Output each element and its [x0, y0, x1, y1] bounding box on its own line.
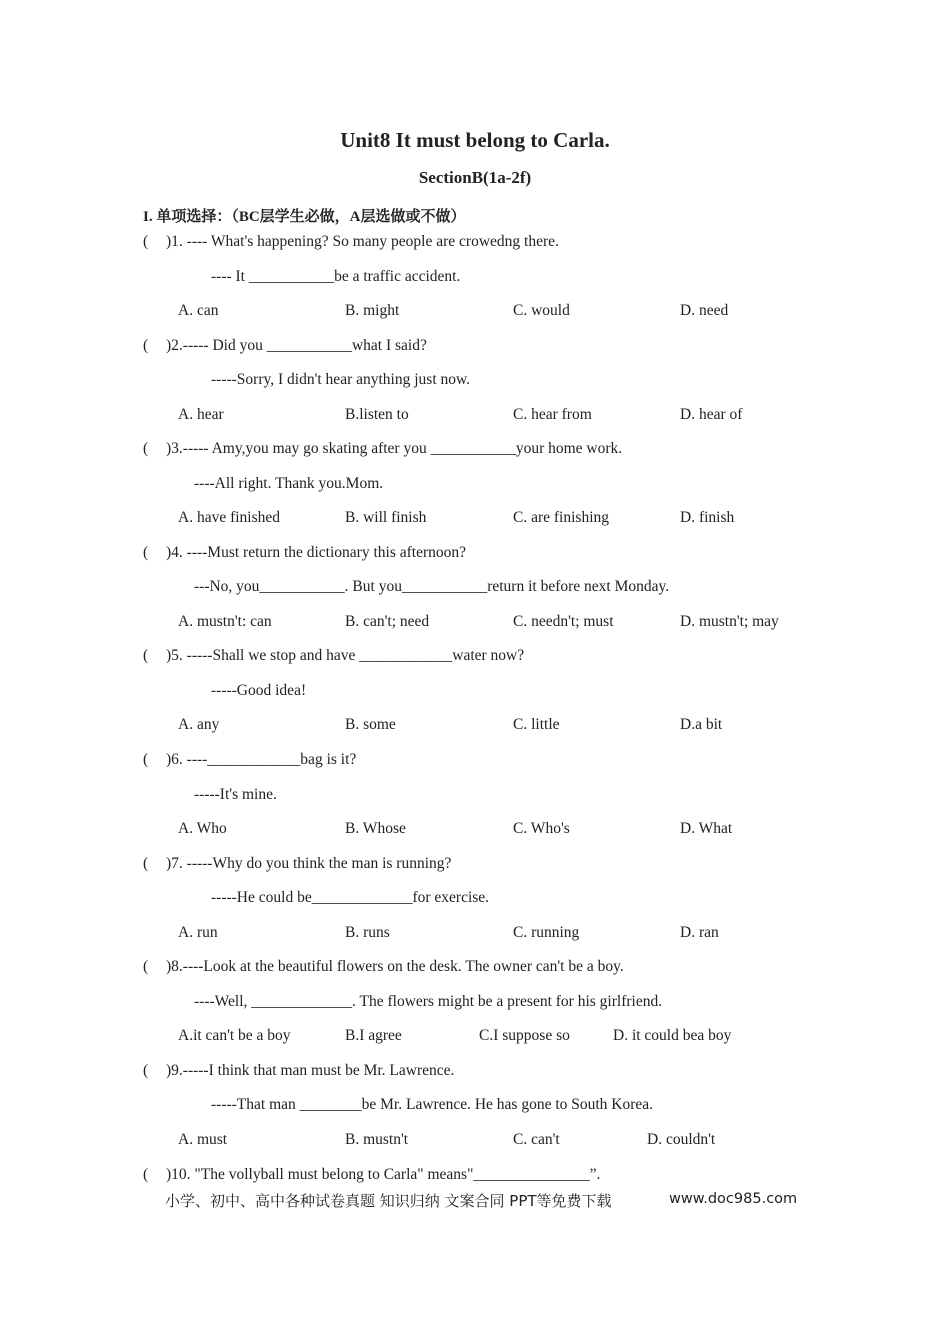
option-d: D. couldn't — [647, 1131, 716, 1148]
question-text: )7. -----Why do you think the man is running? — [166, 855, 452, 872]
question-dialogue: ----Well, _____________. The flowers might be a present for his girlfriend. — [194, 993, 663, 1010]
option-a: A. hear — [178, 406, 224, 423]
option-b: B. some — [345, 716, 396, 733]
option-d: D. hear of — [680, 406, 743, 423]
option-a: A.it can't be a boy — [178, 1027, 291, 1044]
question-text: )9.-----I think that man must be Mr. Lawrence. — [166, 1062, 455, 1079]
question-text: )3.----- Amy,you may go skating after you ___________your home work. — [166, 440, 623, 457]
option-a: A. can — [178, 302, 219, 319]
question-dialogue: -----Sorry, I didn't hear anything just now. — [211, 371, 471, 388]
option-c: C. are finishing — [513, 509, 609, 526]
option-d: D. finish — [680, 509, 735, 526]
option-d: D.a bit — [680, 716, 723, 733]
answer-paren: ( — [143, 233, 149, 250]
option-a: A. Who — [178, 820, 227, 837]
question-text: )10. "The vollyball must belong to Carla" means"_______________”. — [166, 1166, 601, 1183]
option-c: C. little — [513, 716, 560, 733]
question-text: )6. ----____________bag is it? — [166, 751, 357, 768]
option-b: B. might — [345, 302, 400, 319]
question-text: )8.----Look at the beautiful flowers on the desk. The owner can't be a boy. — [166, 958, 624, 975]
page-title: Unit8 It must belong to Carla. — [340, 128, 610, 152]
answer-paren: ( — [143, 1062, 149, 1079]
question-text: )2.----- Did you ___________what I said? — [166, 337, 427, 354]
footer-url[interactable]: www.doc985.com — [669, 1191, 798, 1207]
option-c: C. running — [513, 924, 580, 941]
option-b: B.listen to — [345, 406, 409, 423]
option-a: A. any — [178, 716, 220, 733]
section-heading: I. 单项选择：（BC层学生必做，A层选做或不做） — [143, 209, 466, 225]
question-dialogue: ---No, you___________. But you___________return it before next Monday. — [194, 578, 670, 595]
option-b: B. runs — [345, 924, 390, 941]
option-b: B. will finish — [345, 509, 427, 526]
option-b: B.I agree — [345, 1027, 402, 1044]
option-c: C. can't — [513, 1131, 560, 1148]
option-c: C. hear from — [513, 406, 592, 423]
option-b: B. Whose — [345, 820, 406, 837]
option-d: D. need — [680, 302, 729, 319]
option-c: C. would — [513, 302, 570, 319]
section-subtitle: SectionB(1a-2f) — [418, 168, 532, 187]
option-d: D. What — [680, 820, 733, 837]
answer-paren: ( — [143, 958, 149, 975]
option-c: C.I suppose so — [479, 1027, 570, 1044]
option-d: D. ran — [680, 924, 719, 941]
answer-paren: ( — [143, 647, 149, 664]
option-d: D. mustn't; may — [680, 613, 779, 630]
answer-paren: ( — [143, 337, 149, 354]
answer-paren: ( — [143, 544, 149, 561]
question-text: )5. -----Shall we stop and have ____________water now? — [166, 647, 525, 664]
question-dialogue: -----Good idea! — [211, 682, 307, 699]
option-a: A. must — [178, 1131, 228, 1148]
option-a: A. run — [178, 924, 218, 941]
option-c: C. Who's — [513, 820, 570, 837]
footer-text: 小学、初中、高中各种试卷真题 知识归纳 文案合同 PPT等免费下载 — [165, 1192, 612, 1210]
question-text: )1. ---- What's happening? So many people are crowedng there. — [166, 233, 559, 250]
option-c: C. needn't; must — [513, 613, 614, 630]
answer-paren: ( — [143, 751, 149, 768]
answer-paren: ( — [143, 1166, 149, 1183]
option-b: B. can't; need — [345, 613, 430, 630]
question-dialogue: -----It's mine. — [194, 786, 277, 803]
answer-paren: ( — [143, 855, 149, 872]
question-text: )4. ----Must return the dictionary this afternoon? — [166, 544, 467, 561]
question-dialogue: -----He could be_____________for exercise. — [211, 889, 490, 906]
answer-paren: ( — [143, 440, 149, 457]
question-dialogue: ----All right. Thank you.Mom. — [194, 475, 384, 492]
question-dialogue: -----That man ________be Mr. Lawrence. He has gone to South Korea. — [211, 1096, 654, 1113]
option-a: A. mustn't: can — [178, 613, 272, 630]
option-d: D. it could bea boy — [613, 1027, 732, 1044]
option-a: A. have finished — [178, 509, 281, 526]
question-dialogue: ---- It ___________be a traffic accident. — [211, 268, 461, 285]
option-b: B. mustn't — [345, 1131, 409, 1148]
